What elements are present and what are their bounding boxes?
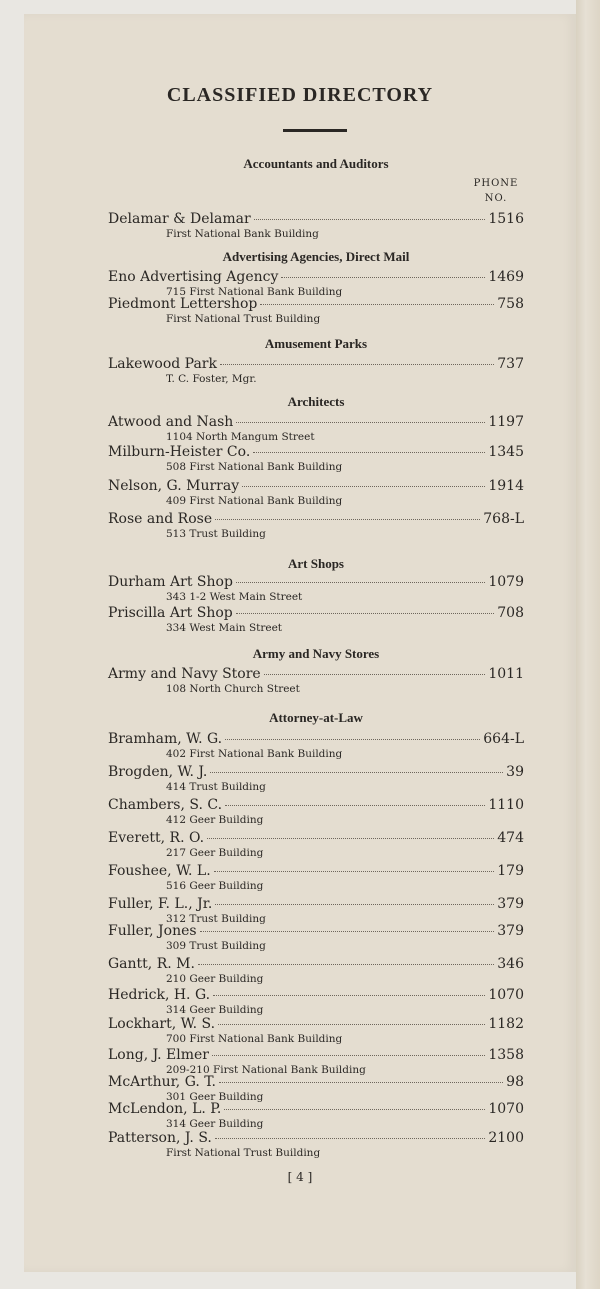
- entry-phone: 1345: [488, 444, 524, 460]
- entry-phone: 1079: [488, 574, 524, 590]
- dot-leader: [200, 931, 495, 932]
- entry-name: McLendon, L. P.: [108, 1101, 222, 1117]
- entry-name: Long, J. Elmer: [108, 1047, 209, 1063]
- title-rule: [283, 129, 347, 132]
- dot-leader: [218, 1024, 485, 1025]
- entry-phone: 2100: [488, 1130, 524, 1146]
- list-item: [108, 796, 524, 826]
- entry-phone: 379: [497, 923, 524, 939]
- entry-name: Lockhart, W. S.: [108, 1016, 216, 1032]
- list-item: [108, 295, 524, 325]
- entry-name: Chambers, S. C.: [108, 797, 223, 813]
- list-item: [108, 573, 524, 603]
- entry-phone: 1914: [488, 478, 524, 494]
- entry-name: Atwood and Nash: [108, 414, 234, 430]
- section-heading: Army and Navy Stores: [252, 646, 380, 661]
- dot-leader: [224, 1109, 485, 1110]
- entry-name: Lakewood Park: [108, 356, 217, 372]
- entry-phone: 1469: [488, 269, 524, 285]
- dot-leader: [225, 739, 480, 740]
- entry-name: Priscilla Art Shop: [108, 605, 233, 621]
- dot-leader: [242, 486, 485, 487]
- section-heading: Amusement Parks: [264, 336, 368, 351]
- phone-header-line-2: NO.: [484, 193, 508, 204]
- section-heading: Advertising Agencies, Direct Mail: [222, 249, 410, 264]
- next-page-edge: [576, 0, 600, 1289]
- list-item: [108, 1046, 524, 1076]
- section-heading: Accountants and Auditors: [243, 156, 389, 171]
- dot-leader: [236, 582, 485, 583]
- entry-name: Rose and Rose: [108, 511, 213, 527]
- entry-phone: 664-L: [483, 731, 524, 747]
- list-item: [108, 862, 524, 892]
- entry-name: Durham Art Shop: [108, 574, 233, 590]
- entry-name: McArthur, G. T.: [108, 1074, 217, 1090]
- entry-phone: 1110: [488, 797, 524, 813]
- entry-address: First National Trust Building: [166, 1147, 321, 1159]
- entry-phone: 379: [497, 896, 524, 912]
- list-item: [108, 477, 524, 507]
- entry-phone: 39: [506, 764, 524, 780]
- entry-phone: 1197: [488, 414, 524, 430]
- dot-leader: [264, 674, 486, 675]
- list-item: [108, 413, 524, 443]
- entry-address: 314 Geer Building: [166, 1118, 264, 1130]
- entry-address: 108 North Church Street: [166, 683, 300, 695]
- entry-phone: 346: [497, 956, 524, 972]
- entry-phone: 179: [497, 863, 524, 879]
- list-item: [108, 1100, 524, 1130]
- entry-phone: 1182: [488, 1016, 524, 1032]
- entry-address: 309 Trust Building: [166, 940, 266, 952]
- section-heading: Art Shops: [288, 556, 344, 571]
- dot-leader: [212, 1055, 485, 1056]
- entry-address: First National Trust Building: [166, 313, 321, 325]
- entry-address: 508 First National Bank Building: [166, 461, 343, 473]
- entry-name: Piedmont Lettershop: [108, 296, 258, 312]
- dot-leader: [220, 364, 494, 365]
- phone-column-header: [466, 176, 526, 206]
- entry-phone: 1070: [488, 987, 524, 1003]
- dot-leader: [214, 871, 495, 872]
- entry-phone: 708: [497, 605, 524, 621]
- entry-phone: 1516: [488, 211, 524, 227]
- dot-leader: [198, 964, 494, 965]
- dot-leader: [215, 519, 480, 520]
- entry-phone: 474: [497, 830, 524, 846]
- dot-leader: [207, 838, 494, 839]
- list-item: [108, 1015, 524, 1045]
- entry-name: Army and Navy Store: [108, 666, 261, 682]
- entry-name: Patterson, J. S.: [108, 1130, 212, 1146]
- entry-name: Gantt, R. M.: [108, 956, 195, 972]
- entry-address: 513 Trust Building: [166, 528, 266, 540]
- section-heading: Architects: [287, 394, 345, 409]
- entry-name: Fuller, F. L., Jr.: [108, 896, 213, 912]
- entry-address: 715 First National Bank Building: [166, 286, 343, 298]
- entry-name: Eno Advertising Agency: [108, 269, 279, 285]
- list-item: [108, 510, 524, 540]
- list-item: [108, 730, 524, 760]
- dot-leader: [253, 452, 485, 453]
- dot-leader: [254, 219, 486, 220]
- dot-leader: [219, 1082, 503, 1083]
- list-item: [108, 1129, 524, 1159]
- list-item: [108, 443, 524, 473]
- dot-leader: [260, 304, 494, 305]
- list-item: [108, 986, 524, 1016]
- entry-address: 210 Geer Building: [166, 973, 264, 985]
- entry-name: Foushee, W. L.: [108, 863, 211, 879]
- phone-header-line-1: PHONE: [473, 178, 519, 189]
- dot-leader: [215, 1138, 485, 1139]
- entry-name: Bramham, W. G.: [108, 731, 223, 747]
- entry-address: 1104 North Mangum Street: [166, 431, 315, 443]
- entry-name: Milburn-Heister Co.: [108, 444, 251, 460]
- entry-address: 414 Trust Building: [166, 781, 266, 793]
- entry-name: Brogden, W. J.: [108, 764, 208, 780]
- entry-address: T. C. Foster, Mgr.: [166, 373, 257, 385]
- list-item: [108, 763, 524, 793]
- entry-phone: 1358: [488, 1047, 524, 1063]
- entry-phone: 758: [497, 296, 524, 312]
- entry-address: 343 1-2 West Main Street: [166, 591, 303, 603]
- entry-phone: 768-L: [483, 511, 524, 527]
- list-item: [108, 268, 524, 298]
- dot-leader: [213, 995, 485, 996]
- list-item: [108, 922, 524, 952]
- entry-address: 301 Geer Building: [166, 1091, 264, 1103]
- page-title: CLASSIFIED DIRECTORY: [166, 84, 434, 106]
- dot-leader: [215, 904, 494, 905]
- entry-phone: 1070: [488, 1101, 524, 1117]
- dot-leader: [281, 277, 485, 278]
- entry-phone: 737: [497, 356, 524, 372]
- entry-phone: 98: [506, 1074, 524, 1090]
- entry-address: 409 First National Bank Building: [166, 495, 343, 507]
- list-item: [108, 355, 524, 385]
- entry-address: First National Bank Building: [166, 228, 319, 240]
- entry-address: 700 First National Bank Building: [166, 1033, 343, 1045]
- entry-phone: 1011: [488, 666, 524, 682]
- dot-leader: [225, 805, 485, 806]
- entry-name: Nelson, G. Murray: [108, 478, 240, 494]
- entry-name: Everett, R. O.: [108, 830, 205, 846]
- entry-address: 209-210 First National Bank Building: [166, 1064, 366, 1076]
- list-item: [108, 955, 524, 985]
- entry-address: 402 First National Bank Building: [166, 748, 343, 760]
- list-item: [108, 665, 524, 695]
- list-item: [108, 1073, 524, 1103]
- section-heading: Attorney-at-Law: [269, 710, 363, 725]
- entry-name: Fuller, Jones: [108, 923, 197, 939]
- page-number: [ 4 ]: [287, 1170, 313, 1184]
- list-item: [108, 829, 524, 859]
- dot-leader: [236, 613, 495, 614]
- entry-address: 314 Geer Building: [166, 1004, 264, 1016]
- dot-leader: [210, 772, 503, 773]
- entry-address: 412 Geer Building: [166, 814, 264, 826]
- entry-address: 516 Geer Building: [166, 880, 264, 892]
- list-item: [108, 895, 524, 925]
- dot-leader: [236, 422, 485, 423]
- entry-address: 312 Trust Building: [166, 913, 266, 925]
- list-item: [108, 210, 524, 240]
- entry-address: 334 West Main Street: [166, 622, 283, 634]
- entry-address: 217 Geer Building: [166, 847, 264, 859]
- entry-name: Delamar & Delamar: [108, 211, 251, 227]
- entry-name: Hedrick, H. G.: [108, 987, 211, 1003]
- list-item: [108, 604, 524, 634]
